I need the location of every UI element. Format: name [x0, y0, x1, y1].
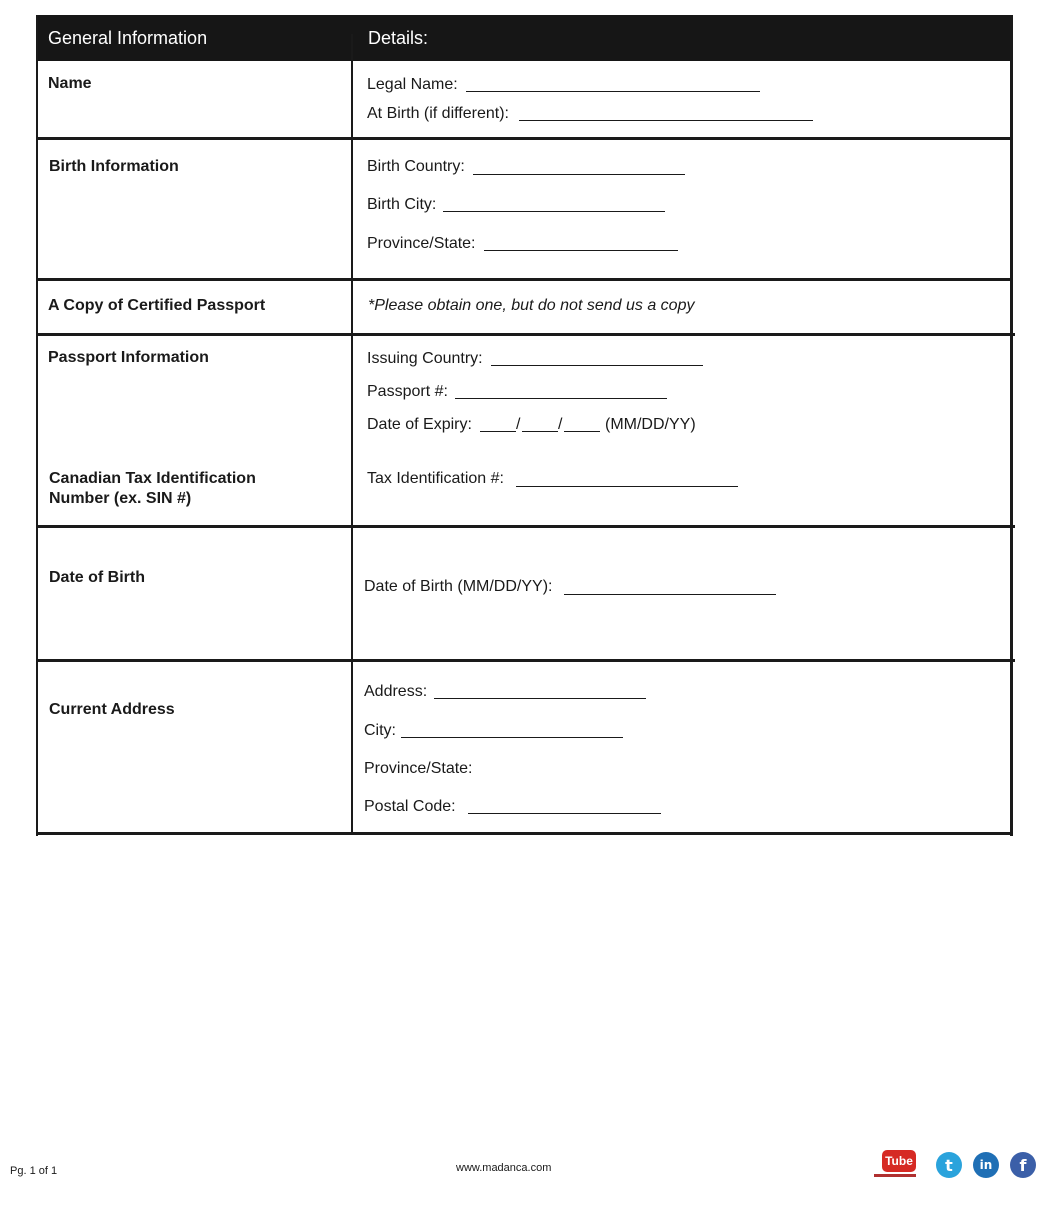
- row-divider: [36, 137, 1010, 140]
- passport-number-field[interactable]: [455, 398, 667, 399]
- birth-name-field[interactable]: [519, 120, 813, 121]
- date-separator: /: [516, 416, 521, 433]
- label-tax-id-line2: Number (ex. SIN #): [49, 490, 192, 507]
- youtube-badge: Tube: [882, 1150, 916, 1172]
- dob-label: Date of Birth (MM/DD/YY):: [364, 578, 553, 595]
- label-passport-information: Passport Information: [48, 349, 209, 366]
- label-birth-information: Birth Information: [49, 158, 179, 175]
- label-name: Name: [48, 75, 92, 92]
- birth-country-label: Birth Country:: [367, 158, 465, 175]
- table-header: [37, 15, 1010, 61]
- issuing-country-label: Issuing Country:: [367, 350, 483, 367]
- linkedin-icon[interactable]: in: [973, 1152, 999, 1178]
- expiry-year-field[interactable]: [564, 431, 600, 432]
- twitter-icon[interactable]: t: [936, 1152, 962, 1178]
- legal-name-field[interactable]: [466, 91, 760, 92]
- row-divider: [36, 333, 1015, 336]
- youtube-icon[interactable]: [872, 1150, 917, 1180]
- issuing-country-field[interactable]: [491, 365, 703, 366]
- city-field[interactable]: [401, 737, 623, 738]
- website-link[interactable]: www.madanca.com: [456, 1162, 552, 1174]
- legal-name-label: Legal Name:: [367, 76, 458, 93]
- dob-field[interactable]: [564, 594, 776, 595]
- label-current-address: Current Address: [49, 701, 175, 718]
- birth-city-field[interactable]: [443, 211, 665, 212]
- province-label: Province/State:: [364, 760, 473, 777]
- table-column-divider: [351, 34, 353, 832]
- address-field[interactable]: [434, 698, 646, 699]
- expiry-day-field[interactable]: [522, 431, 558, 432]
- passport-copy-note: *Please obtain one, but do not send us a copy: [368, 297, 695, 314]
- expiry-format-hint: (MM/DD/YY): [605, 416, 696, 433]
- row-divider: [36, 525, 1015, 528]
- date-separator: /: [558, 416, 563, 433]
- tax-id-label: Tax Identification #:: [367, 470, 504, 487]
- address-label: Address:: [364, 683, 428, 700]
- row-divider: [36, 659, 1015, 662]
- page-number: Pg. 1 of 1: [10, 1165, 58, 1177]
- header-general-information: General Information: [48, 28, 208, 48]
- passport-number-label: Passport #:: [367, 383, 448, 400]
- expiry-date-label: Date of Expiry:: [367, 416, 472, 433]
- expiry-month-field[interactable]: [480, 431, 516, 432]
- table-bottom-border: [36, 832, 1013, 835]
- birth-city-label: Birth City:: [367, 196, 437, 213]
- facebook-icon[interactable]: f: [1010, 1152, 1036, 1178]
- header-details: Details:: [368, 28, 429, 48]
- postal-code-label: Postal Code:: [364, 798, 456, 815]
- birth-province-label: Province/State:: [367, 235, 476, 252]
- birth-province-field[interactable]: [484, 250, 678, 251]
- label-passport-copy: A Copy of Certified Passport: [48, 297, 266, 314]
- table-right-border: [1010, 15, 1013, 836]
- birth-country-field[interactable]: [473, 174, 685, 175]
- postal-code-field[interactable]: [468, 813, 661, 814]
- city-label: City:: [364, 722, 396, 739]
- label-date-of-birth: Date of Birth: [49, 569, 145, 586]
- youtube-underline: [874, 1174, 916, 1177]
- label-tax-id-line1: Canadian Tax Identification: [49, 470, 256, 487]
- tax-id-field[interactable]: [516, 486, 738, 487]
- row-divider: [36, 278, 1010, 281]
- birth-name-label: At Birth (if different):: [367, 105, 509, 122]
